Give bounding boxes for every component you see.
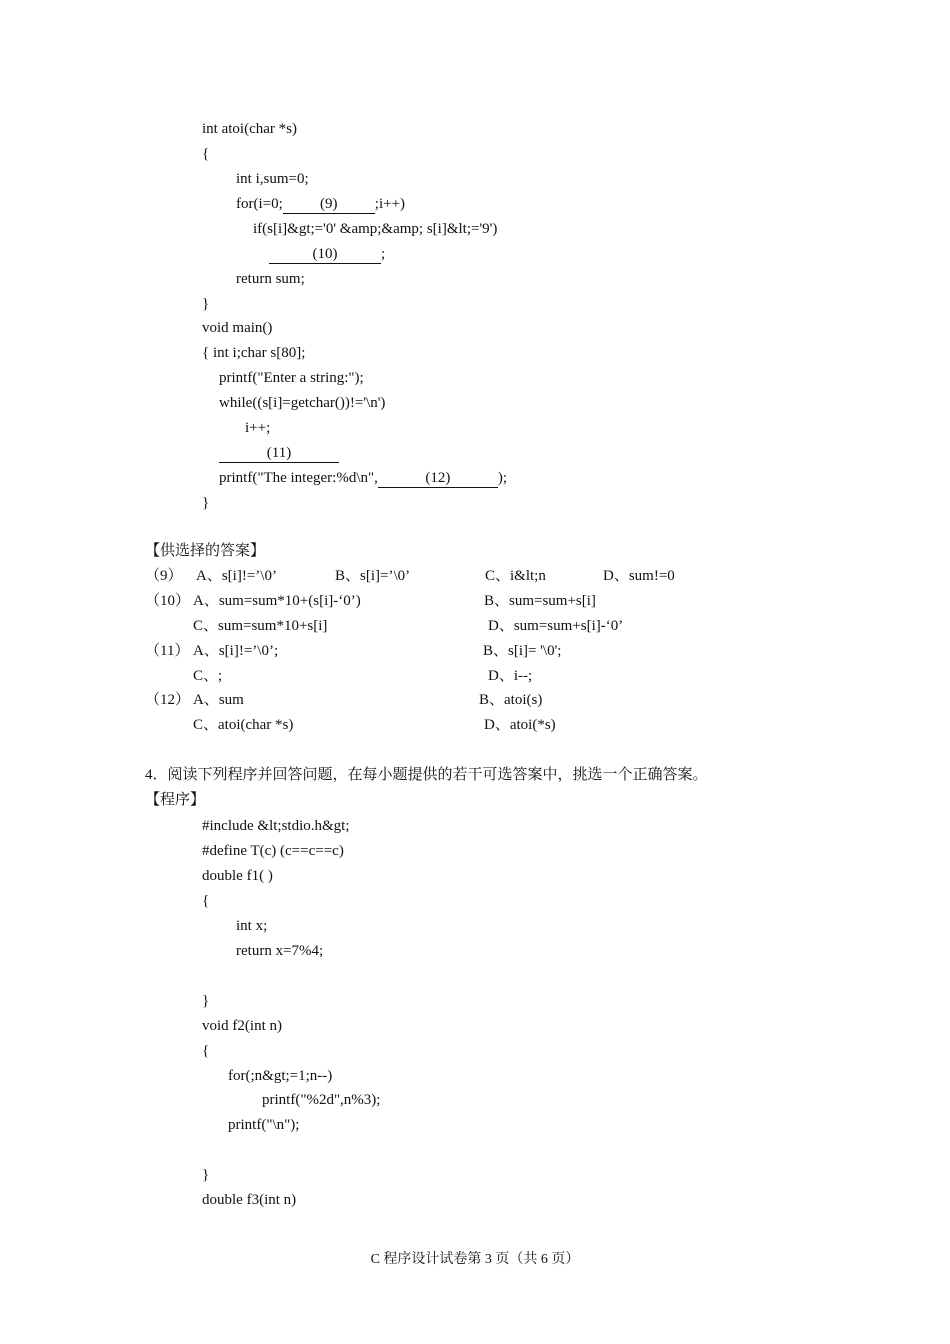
code-line: } <box>202 993 210 1009</box>
choice-d: D、sum!=0 <box>603 568 675 584</box>
choice-b: B、atoi(s) <box>479 692 543 708</box>
choice-b: B、s[i]= '\0'; <box>483 643 562 659</box>
code-line <box>219 468 507 488</box>
code-line: for(;n&gt;=1;n--) <box>228 1068 333 1084</box>
code-line <box>219 443 339 463</box>
code-line: printf("Enter a string:"); <box>219 370 364 386</box>
choice-c: C、sum=sum*10+s[i] <box>193 618 328 634</box>
question-number: （10） <box>145 593 191 609</box>
answers-heading: 【供选择的答案】 <box>145 543 266 559</box>
choice-d: D、i--; <box>488 668 533 684</box>
choice-a: A、s[i]!=’\0’ <box>196 568 277 584</box>
code-line: double f1( ) <box>202 868 273 884</box>
code-line: double f3(int n) <box>202 1192 297 1208</box>
code-line: printf("%2d",n%3); <box>262 1092 381 1108</box>
code-line: { <box>202 893 210 909</box>
code-line: #define T(c) (c==c==c) <box>202 843 344 859</box>
choice-b: B、s[i]=’\0’ <box>335 568 411 584</box>
code-line: int i,sum=0; <box>236 171 309 187</box>
code-line <box>269 244 385 264</box>
code-line: { int i;char s[80]; <box>202 345 306 361</box>
question-4-title: 4．阅读下列程序并回答问题，在每小题提供的若干可选答案中，挑选一个正确答案。 <box>145 767 708 783</box>
code-text: ); <box>497 470 508 486</box>
page-footer: C 程序设计试卷第 3 页（共 6 页） <box>370 1252 580 1267</box>
code-line: return x=7%4; <box>236 943 324 959</box>
code-line: { <box>202 146 210 162</box>
blank-9: (9) <box>283 195 375 214</box>
code-line: { <box>202 1043 210 1059</box>
code-text: ;i++) <box>374 196 406 212</box>
code-text: for(i=0; <box>236 196 283 212</box>
code-line: } <box>202 296 210 312</box>
choice-d: D、atoi(*s) <box>484 717 556 733</box>
code-text: ; <box>381 246 386 262</box>
choice-c: C、i&lt;n <box>485 568 546 584</box>
choice-a: A、sum=sum*10+(s[i]-‘0’) <box>193 593 361 609</box>
code-line: int atoi(char *s) <box>202 121 297 137</box>
blank-12: (12) <box>378 469 498 488</box>
code-line: #include &lt;stdio.h&gt; <box>202 818 350 834</box>
code-line: } <box>202 495 210 511</box>
blank-10: (10) <box>269 245 381 264</box>
choice-b: B、sum=sum+s[i] <box>484 593 596 609</box>
code-text: printf("The integer:%d\n", <box>219 470 378 486</box>
choice-c: C、atoi(char *s) <box>193 717 294 733</box>
blank-11: (11) <box>219 444 339 463</box>
question-number: （11） <box>145 643 190 659</box>
code-line: } <box>202 1167 210 1183</box>
question-number: （12） <box>145 692 191 708</box>
code-line: printf("\n"); <box>228 1117 300 1133</box>
code-line: int x; <box>236 918 268 934</box>
choice-d: D、sum=sum+s[i]-‘0’ <box>488 618 624 634</box>
code-line: void f2(int n) <box>202 1018 282 1034</box>
choice-a: A、sum <box>193 692 244 708</box>
code-line: while((s[i]=getchar())!='\n') <box>219 395 386 411</box>
code-line: i++; <box>245 420 271 436</box>
code-line <box>236 194 405 214</box>
choice-c: C、; <box>193 668 223 684</box>
code-line: void main() <box>202 320 273 336</box>
program-heading: 【程序】 <box>145 792 206 808</box>
question-number: （9） <box>145 568 183 584</box>
code-line: return sum; <box>236 271 305 287</box>
code-line: if(s[i]&gt;='0' &amp;&amp; s[i]&lt;='9') <box>253 221 498 237</box>
choice-a: A、s[i]!=’\0’; <box>193 643 279 659</box>
